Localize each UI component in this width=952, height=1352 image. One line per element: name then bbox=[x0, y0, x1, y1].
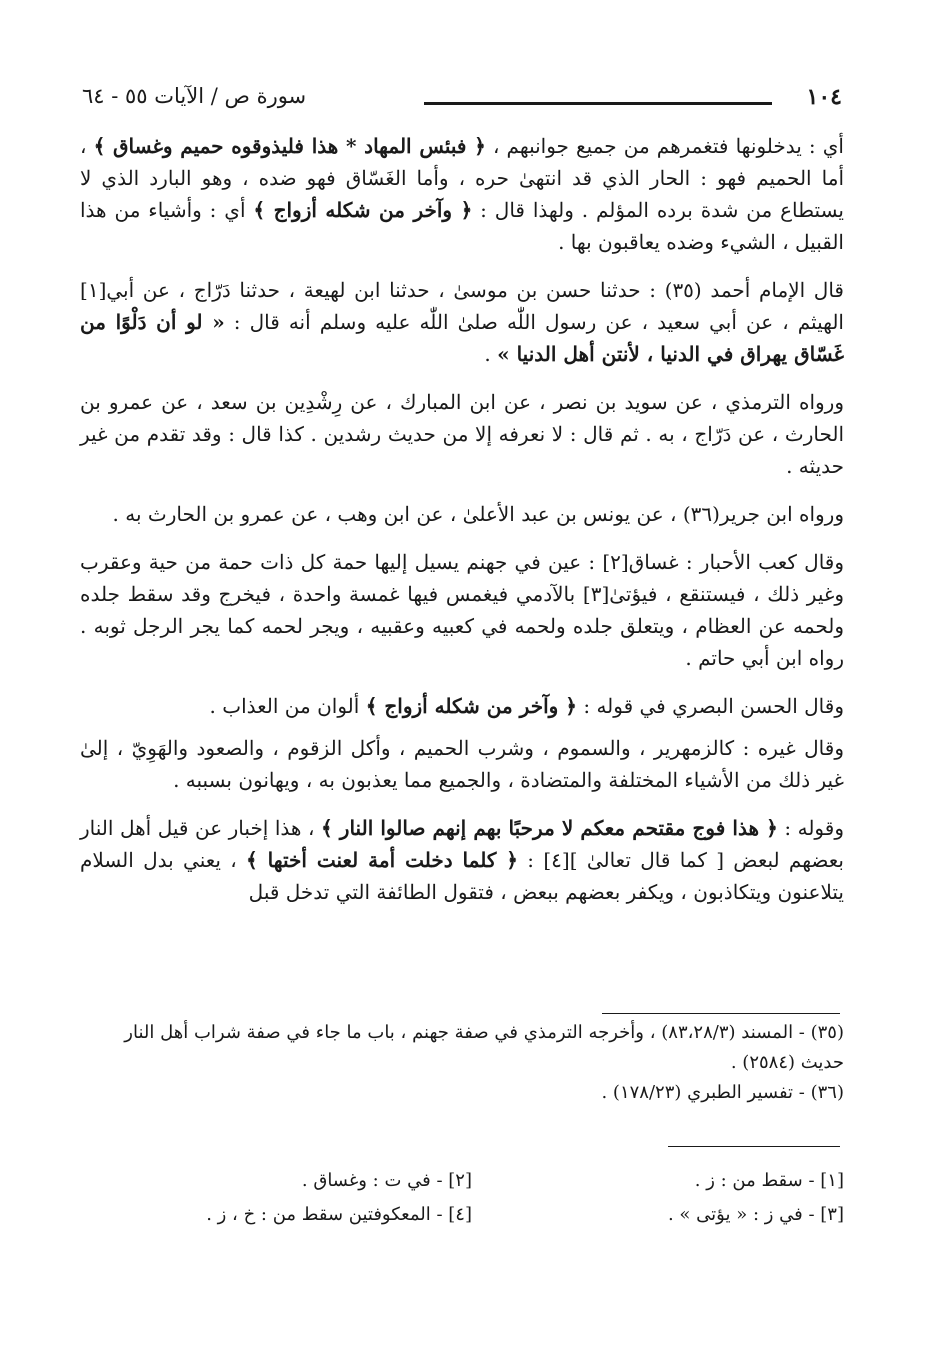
text-run: وقال غيره : كالزمهرير ، والسموم ، وشرب الحميم ، وأكل الزقوم ، والصعود والهَوِيّ ، إلىٰ غير ذلك من الأشياء المختلفة والمتضادة ، والجميع مما يعذبون به ، ويهانون بسببه . bbox=[80, 736, 844, 792]
text-run: ورواه الترمذي ، عن سويد بن نصر ، عن ابن المبارك ، عن رِشْدِين بن سعد ، عن عمرو بن الحارث ، عن دَرّاج ، به . ثم قال : لا نعرفه إلا من حديث رشدين . كذا قال : وقد تقدم من غير حديثه . bbox=[80, 390, 844, 478]
text-run: ألوان من العذاب . bbox=[209, 694, 366, 718]
paragraph bbox=[80, 498, 844, 530]
footnotes bbox=[80, 1018, 844, 1108]
text-run: ورواه ابن جرير(٣٦) ، عن يونس بن عبد الأعلىٰ ، عن ابن وهب ، عن عمرو بن الحارث به . bbox=[112, 502, 844, 526]
text-run: أي : يدخلونها فتغمرهم من جميع جوانبهم ، bbox=[485, 134, 844, 158]
text-run: قال الإمام أحمد (٣٥) : حدثنا حسن بن موسىٰ ، حدثنا ابن لهيعة ، حدثنا دَرّاج ، عن أبي[١] الهيثم ، عن أبي سعيد ، عن رسول اللّٰه صلىٰ اللّٰه عليه وسلم أنه قال : bbox=[80, 278, 844, 334]
quotation: ﴿ وآخر من شكله أزواج ﴾ bbox=[253, 198, 473, 222]
paragraph bbox=[80, 386, 844, 482]
quotation: ﴿ كلما دخلت أمة لعنت أختها ﴾ bbox=[246, 848, 518, 872]
variant-note: [٣] - في ز : « يؤتى » . bbox=[667, 1204, 844, 1225]
text-run: وقال الحسن البصري في قوله : bbox=[576, 694, 844, 718]
text-run: ، أما الحميم فهو : الحار الذي قد انتهىٰ حره ، وأما الغَسّاق فهو ضده ، وهو البارد الذي لا يستطاع من شدة برده المؤلم . ولهذا قال : bbox=[80, 134, 844, 222]
page-header bbox=[82, 84, 842, 116]
text-run: ، هذا إخبار عن قيل أهل النار بعضهم لبعض [ كما قال تعالىٰ ][٤] : bbox=[80, 816, 844, 872]
paragraph bbox=[80, 546, 844, 674]
footnote-separator bbox=[602, 1013, 840, 1014]
text-run: وقال كعب الأحبار : غساق[٢] : عين في جهنم يسيل إليها حمة كل ذات حمة من حية وعقرب وغير ذلك ، فيستنقع ، فيؤتىٰ[٣] بالآدمي فيغمس فيها غمسة واحدة ، فيخرج وقد سقط جلده ولحمه عن العظام ، ويتعلق جلده ولحمه في كعبيه وعقبيه ، ويجر لحمه كما يجر الرجل ثوبه . رواه ابن أبي حاتم . bbox=[80, 550, 845, 670]
paragraph bbox=[80, 274, 844, 370]
quotation: ﴿ فبئس المهاد * هذا فليذوقوه حميم وغساق ﴾ bbox=[93, 134, 486, 158]
quotation: ﴿ وآخر من شكله أزواج ﴾ bbox=[365, 694, 577, 718]
quotation: ﴿ هذا فوج مقتحم معكم لا مرحبًا بهم إنهم صالوا النار ﴾ bbox=[320, 816, 778, 840]
footnote: (٣٦) - تفسير الطبري (١٧٨/٢٣) . bbox=[601, 1082, 844, 1103]
header-rule bbox=[424, 102, 772, 105]
paragraph bbox=[80, 812, 844, 908]
paragraph bbox=[80, 690, 844, 722]
text-run: ، يعني بدل السلام يتلاعنون ويتكاذبون ، ويكفر بعضهم ببعض ، فتقول الطائفة التي تدخل قبل bbox=[80, 848, 844, 904]
page-number: ١٠٤ bbox=[806, 84, 842, 110]
manuscript-variants bbox=[120, 1164, 844, 1232]
main-text bbox=[80, 130, 844, 924]
variants-separator bbox=[668, 1146, 840, 1147]
running-title: سورة ص / الآيات ٥٥ - ٦٤ bbox=[82, 84, 307, 108]
variant-note: [٤] - المعكوفتين سقط من : خ ، ز . bbox=[206, 1204, 472, 1225]
variant-note: [٢] - في ت : وغساق . bbox=[301, 1170, 472, 1191]
paragraph bbox=[80, 732, 844, 796]
text-run: أي : وأشياء من هذا القبيل ، الشيء وضده يعاقبون بها . bbox=[80, 198, 844, 254]
text-run: . bbox=[484, 342, 498, 366]
paragraph bbox=[80, 130, 844, 258]
quotation: « لو أن دَلْوًا من غَسّاق يهراق في الدنيا ، لأنتن أهل الدنيا » bbox=[80, 310, 844, 366]
variant-note: [١] - سقط من : ز . bbox=[694, 1170, 844, 1191]
footnote: (٣٥) - المسند (٨٣،٢٨/٣) ، وأخرجه الترمذي في صفة جهنم ، باب ما جاء في صفة شراب أهل النار حديث (٢٥٨٤) . bbox=[124, 1022, 844, 1073]
text-run: وقوله : bbox=[777, 816, 844, 840]
